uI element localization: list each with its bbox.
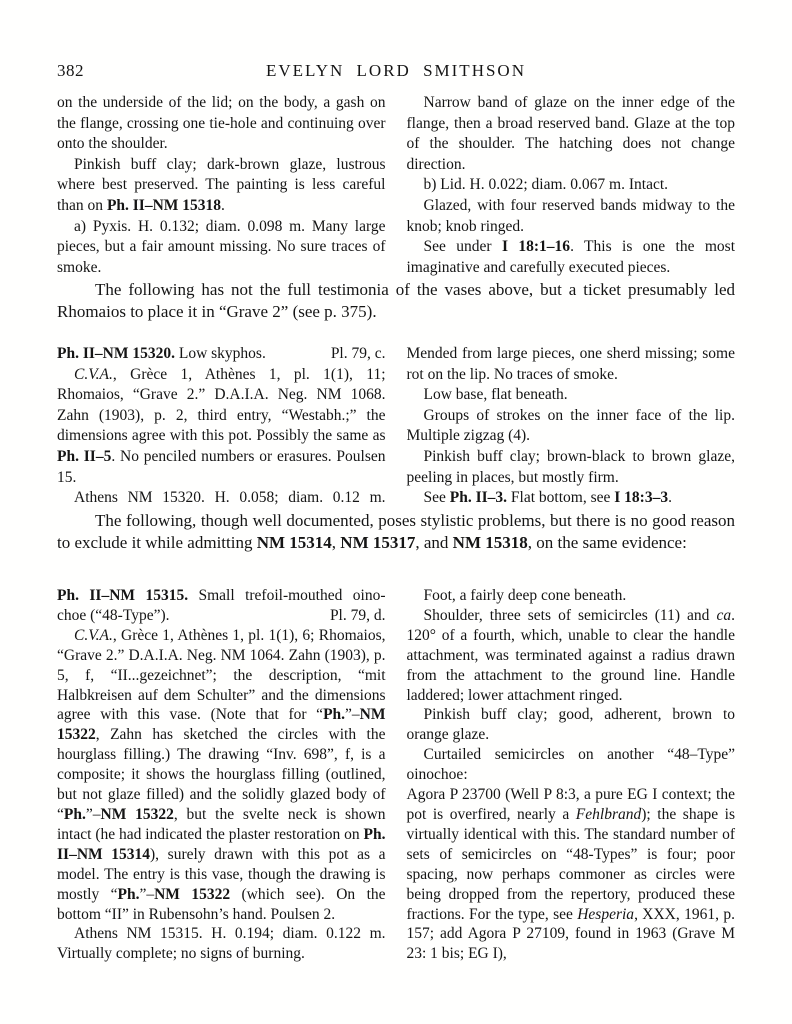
paragraph [407, 93, 736, 175]
text-run: Low base, flat beneath. [423, 386, 568, 404]
text-run: b) Lid. H. 0.022; diam. 0.067 m. Intact. [423, 176, 669, 194]
paragraph [407, 344, 736, 385]
text-run: Ph. II–5 [57, 447, 112, 465]
text-run: ), surely drawn with this pot as a model. The entry is this vase, though the drawing is mostly “ [57, 845, 386, 903]
text-run: ”– [139, 885, 155, 903]
paragraph [57, 510, 735, 554]
top-text-section [57, 93, 735, 278]
text-run: Ph. II–NM 15315. [57, 587, 189, 604]
text-run: Mended from large pieces, one sherd missing; some rot on the lip. No traces of smoke. [406, 345, 735, 383]
text-run: Ph. [117, 885, 140, 903]
entry-ph-ii-nm-15320 [57, 344, 735, 509]
text-run: Pinkish buff clay; brown-black to brown glaze, peeling in places, but mostly firm. [406, 447, 735, 486]
text-run: Groups of strokes on the inner face of the lip. Multiple zigzag (4). [406, 406, 735, 445]
entry-title [57, 606, 170, 626]
text-run: NM 15322 [154, 885, 231, 903]
top-right-column [407, 93, 736, 278]
text-run: ”– [85, 805, 101, 823]
plate-reference: Pl. 79, d. [329, 606, 386, 624]
paragraph [57, 488, 386, 509]
text-run: , on the same evidence: [527, 533, 687, 552]
paragraph [407, 705, 736, 745]
text-run: , [331, 533, 341, 552]
text-run: Low skyphos. [174, 345, 266, 362]
entry-title [57, 587, 386, 604]
paragraph [407, 406, 736, 447]
text-run: Fehlbrand [575, 805, 642, 823]
text-run: Small trefoil-mouthed oino- [188, 587, 386, 604]
paragraph [57, 155, 386, 217]
text-run: Narrow band of glaze on the inner edge of the flange, then a broad reserved band. Glaze at the top of the shoulder. The hatching does not change direction. [406, 94, 735, 173]
text-run: Ph. [323, 706, 346, 724]
paragraph [407, 175, 736, 196]
text-run: Ph. II–NM 15318 [106, 196, 222, 214]
text-run: , Grèce 1, Athènes 1, pl. 1(1), 11; Rhomaios, “Grave 2.” D.A.I.A. Neg. NM 1068. Zahn (1903), p. 2, third entry, “Westabh.;” the dimensions agree with this pot. Possibly the same as [57, 365, 386, 445]
text-run: Agora P 23700 (Well P 8:3, a pure EG I context; the pot is overfired, nearly a [406, 786, 735, 823]
text-run: ”– [345, 706, 360, 724]
text-run: Ph. [63, 805, 86, 823]
text-run: (which see). On the bottom “II” in Rubensohn’s hand. Poulsen 2. [57, 885, 386, 923]
text-run: NM 15322 [100, 805, 174, 823]
paragraph [57, 217, 386, 279]
page-header [57, 61, 735, 81]
paragraph [57, 365, 386, 489]
text-run: , and [415, 533, 453, 552]
paragraph [407, 488, 736, 509]
text-run: Glazed, with four reserved bands midway to the knob; knob ringed. [406, 196, 735, 235]
text-run: The following has not the full testimonia of the vases above, but a ticket presumably led Rhomaios to place it in “Grave 2” (see p. 375). [57, 280, 735, 321]
text-run: Athens NM 15320. H. 0.058; diam. 0.12 m. [74, 489, 386, 507]
text-run: ); the shape is virtually identical with this. The standard number of sets of semicircles on “48-Types” is four; poor spacing, now perhaps commoner as circles were being dropped from the repertory, produced these fractions. For the type, see [406, 805, 735, 923]
paragraph [407, 196, 736, 237]
entry-15315-left-column [57, 586, 386, 964]
connecting-note-1 [57, 279, 735, 323]
running-title: EVELYN LORD SMITHSON [266, 61, 526, 80]
text-run: . [221, 196, 225, 214]
entry-15315-right-column [407, 586, 736, 964]
entry-header-line [57, 586, 386, 606]
entry-header-line [57, 606, 386, 626]
text-run: See under [423, 238, 502, 256]
entry-ph-ii-nm-15315 [57, 586, 735, 964]
text-run: I 18:1–16 [501, 238, 571, 256]
text-run: NM 15314 [256, 533, 332, 552]
paragraph [407, 586, 736, 606]
text-run: , but the svelte neck is shown intact (he had indicated the plaster restoration on [57, 805, 386, 843]
top-left-column [57, 93, 386, 278]
text-run: Shoulder, three sets of semicircles (11) and [423, 606, 717, 624]
text-run: Curtailed semicircles on another “48–Type” oinochoe: [406, 746, 735, 784]
entry-15320-left-column [57, 344, 386, 509]
paragraph [407, 606, 736, 706]
paragraph [57, 924, 386, 964]
paragraph [407, 785, 736, 964]
text-run: See [423, 489, 450, 507]
text-run: NM 15318 [452, 533, 528, 552]
text-run: choe (“48-Type”). [57, 606, 170, 624]
paragraph [407, 237, 736, 278]
text-run: . [668, 489, 672, 507]
text-run: Flat bottom, see [507, 489, 615, 507]
paragraph [407, 385, 736, 406]
paragraph [57, 93, 386, 155]
text-run: . This is one the most imaginative and carefully executed pieces. [406, 238, 735, 276]
text-run: , Grèce 1, Athènes 1, pl. 1(1), 6; Rhomaios, “Grave 2.” D.A.I.A. Neg. NM 1064. Zahn (1903), p. 5, f, “II...gezeichnet”; the description, “mit Halbkreisen auf dem Schulter” and the dimensions agree with this vase. (Note that for “ [57, 626, 386, 724]
paragraph [57, 279, 735, 323]
text-run: Foot, a fairly deep cone beneath. [423, 587, 627, 604]
text-run: NM 15317 [340, 533, 416, 552]
text-run: . No penciled numbers or erasures. Poulsen 15. [57, 447, 386, 486]
entry-header-line [57, 344, 386, 365]
text-run: a) Pyxis. H. 0.132; diam. 0.098 m. Many large pieces, but a fair amount missing. No sure traces of smoke. [57, 217, 386, 276]
text-run: Hesperia [577, 905, 635, 923]
text-run: Ph. II–NM 15314 [57, 825, 386, 863]
text-run: C.V.A. [74, 626, 113, 644]
text-run: C.V.A. [74, 365, 113, 383]
text-run: . 120° of a fourth, which, unable to clear the handle attachment, was terminated against a radius drawn from the attachment to the ground line. Handle laddered; lower attachment ringed. [406, 606, 735, 704]
text-run: Ph. II–NM 15320. [57, 345, 175, 362]
text-run: Athens NM 15315. H. 0.194; diam. 0.122 m. Virtually complete; no signs of burning. [57, 925, 386, 963]
text-run: Ph. II–3. [449, 489, 508, 507]
text-run: , Zahn has sketched the circles with the hourglass filling.) The drawing “Inv. 698”, f, is a composite; it shows the hourglass filling (outlined, but not glaze filled) and the solidly glazed body of “ [57, 726, 386, 823]
text-run: NM 15322 [57, 706, 386, 744]
entry-15320-right-column [407, 344, 736, 509]
plate-reference: Pl. 79, c. [330, 345, 386, 362]
text-run: Pinkish buff clay; dark-brown glaze, lustrous where best preserved. The painting is less careful than on [57, 155, 386, 214]
paragraph [57, 626, 386, 925]
text-run: I 18:3–3 [614, 489, 669, 507]
text-run: ca [716, 606, 732, 624]
text-run: on the underside of the lid; on the body, a gash on the flange, crossing one tie-hole and continuing over onto the shoulder. [57, 94, 386, 153]
text-run: The following, though well documented, poses stylistic problems, but there is no good reason to exclude it while admitting [57, 511, 735, 552]
entry-title [57, 344, 266, 365]
paragraph [407, 745, 736, 785]
entry-header [57, 586, 386, 626]
text-run: , XXX, 1961, p. 157; add Agora P 27109, found in 1963 (Grave M 23: 1 bis; EG I), [406, 905, 735, 963]
text-run: Pinkish buff clay; good, adherent, brown to orange glaze. [406, 706, 735, 744]
paragraph [407, 447, 736, 488]
page-number: 382 [57, 61, 84, 80]
connecting-note-2 [57, 510, 735, 554]
entry-header [57, 344, 386, 365]
